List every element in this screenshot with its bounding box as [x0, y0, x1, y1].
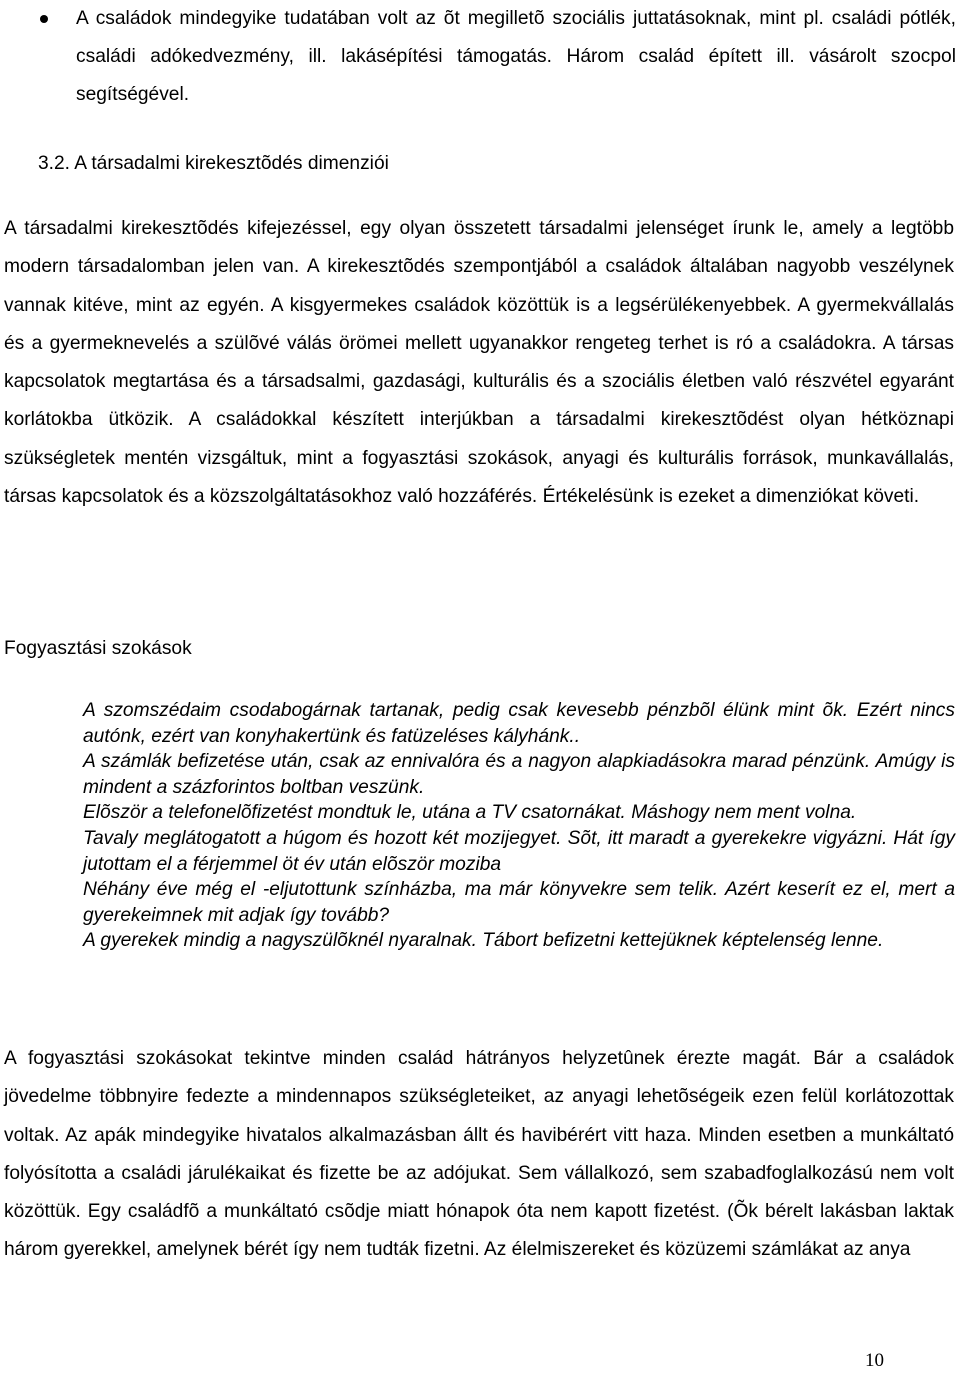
quote [83, 928, 955, 954]
quote-text: A szomszédaim csodabogárnak tartanak, pedig csak kevesebb pénzbõl élünk mint õk. Ezért nincs autónk, ezért van konyhakertünk és fatüzeléses kályhánk.. [83, 700, 955, 747]
quote-text: A számlák befizetése után, csak az ennivalóra és a nagyon alapkiadásokra marad pénzünk. Amúgy is mindent a százforintos boltban veszünk. [83, 751, 955, 798]
quote [83, 698, 955, 749]
quote-text: Elõször a telefonelõfizetést mondtuk le, utána a TV csatornákat. Máshogy nem ment volna. [83, 802, 857, 824]
quote-text: Tavaly meglátogatott a húgom és hozott két mozijegyet. Sõt, itt maradt a gyerekekre vigyázni. Hát így jutottam el a férjemmel öt év után elõször moziba [83, 827, 955, 875]
quote [83, 826, 955, 877]
quote-text: A gyerekek mindig a nagyszülõknél nyaralnak. Tábort befizetni kettejüknek képtelenség lenne. [83, 930, 884, 952]
quote-text: Néhány éve még el -eljutottunk színházba, ma már könyvekre sem telik. Azért keserít ez el, mert a gyerekeimnek mit adjak így tovább? [83, 879, 955, 926]
paragraph-body-2: A fogyasztási szokásokat tekintve minden család hátrányos helyzetûnek érezte magát. Bár a családok jövedelme többnyire fedezte a mindennapos szükségleteiket, az anyagi lehetõségeik ezen felül korlátozottak voltak. Az apák mindegyike hivatalos alkalmazásban állt és havibérért vitt haza. Minden esetben a munkáltató folyósította a családi járulékaikat és fizette be az adójukat. Sem vállalkozó, sem szabadfoglalkozású nem volt közöttük. Egy családfõ a munkáltató csõdje miatt hónapok óta nem kapott fizetést. (Õk bérelt lakásban laktak három gyerekkel, amelynek bérét így nem tudták fizetni. Az élelmiszereket és közüzemi számlákat az anya [4, 1048, 954, 1261]
paragraph-body-1: A társadalmi kirekesztõdés kifejezéssel, egy olyan összetett társadalmi jelenséget írunk le, amely a legtöbb modern társadalomban jelen van. A kirekesztõdés szempontjából a családok általában nagyobb veszélynek vannak kitéve, mint az egyén. A kisgyermekes családok közöttük is a legsérülékenyebbek. A gyermekvállalás és a gyermeknevelés a szülõvé válás örömei mellett ugyanakkor rengeteg terhet is ró a családokra. A társas kapcsolatok megtartása és a társadsalmi, gazdasági, kulturális és a szociális életben való részvétel egyaránt korlátokba ütközik. A családokkal készített interjúkban a társadalmi kirekesztõdést olyan hétköznapi szükségletek mentén vizsgáltuk, mint a fogyasztási szokások, anyagi és kulturális források, munkavállalás, társas kapcsolatok és a közszolgáltatásokhoz való hozzáférés. Értékelésünk is ezeket a dimenziókat követi. [4, 218, 954, 508]
quote [83, 749, 955, 800]
quote-block [83, 698, 955, 954]
page-number: 10 [865, 1350, 884, 1371]
bullet-icon [40, 15, 48, 23]
subsection-heading: Fogyasztási szokások [4, 638, 192, 659]
bullet-item [38, 0, 956, 114]
section-heading: 3.2. A társadalmi kirekesztõdés dimenziói [38, 153, 389, 174]
quote [83, 877, 955, 928]
quote [83, 800, 955, 826]
bullet-text: A családok mindegyike tudatában volt az õt megilletõ szociális juttatásoknak, mint pl. családi pótlék, családi adókedvezmény, ill. lakásépítési támogatás. Három család épített ill. vásárolt szocpol segítségével. [76, 8, 956, 105]
